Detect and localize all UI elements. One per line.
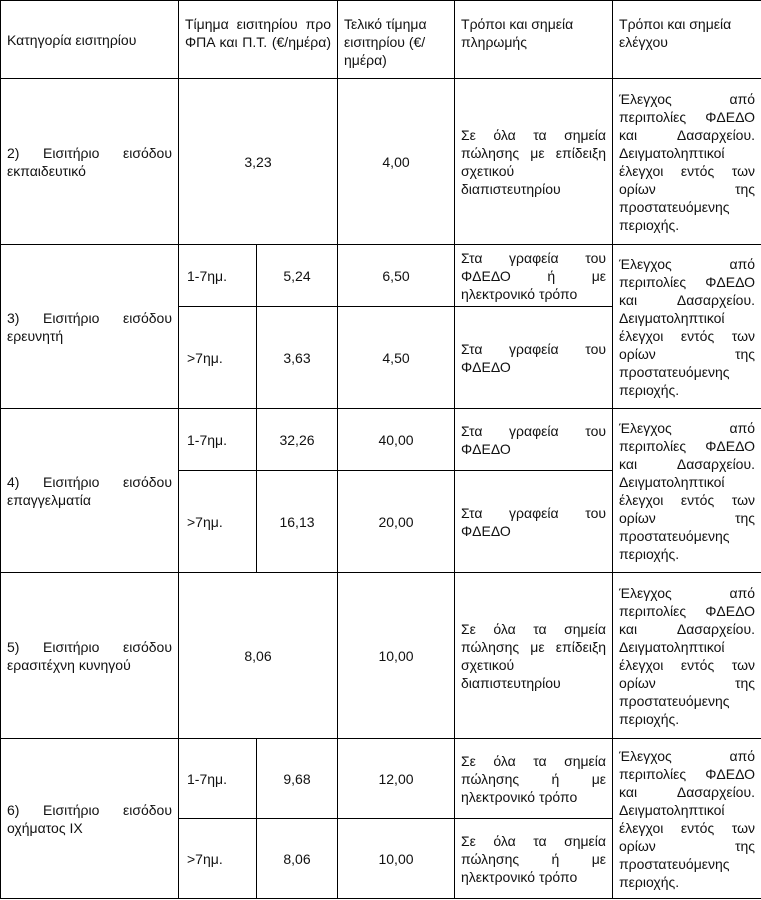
payment-cell: Σε όλα τα σημεία πώλησης ή με ηλεκτρονικό τρόπο xyxy=(455,819,613,899)
final-price-cell: 40,00 xyxy=(338,409,455,471)
payment-cell: Στα γραφεία του ΦΔΕΔΟ xyxy=(455,307,613,409)
control-cell: Έλεγχος από περιπολίες ΦΔΕΔΟ και Δασαρχείου. Δειγματοληπτικοί έλεγχοι εντός των ορίων της προστατευόμενης περιοχής. xyxy=(613,79,761,245)
header-control: Τρόποι και σημεία ελέγχου xyxy=(613,1,761,79)
price-cell: 3,23 xyxy=(179,79,338,245)
duration-cell: 1-7ημ. xyxy=(179,245,257,307)
category-cell: 6) Εισιτήριο εισόδου οχήματος ΙΧ xyxy=(1,739,179,899)
final-price-cell: 10,00 xyxy=(338,573,455,739)
category-cell: 4) Εισιτήριο εισόδου επαγγελματία xyxy=(1,409,179,573)
price-cell: 32,26 xyxy=(257,409,338,471)
duration-cell: >7ημ. xyxy=(179,819,257,899)
duration-cell: 1-7ημ. xyxy=(179,409,257,471)
control-cell: Έλεγχος από περιπολίες ΦΔΕΔΟ και Δασαρχείου. Δειγματοληπτικοί έλεγχοι εντός των ορίων της προστατευόμενης περιοχής. xyxy=(613,739,761,899)
table-row xyxy=(1,245,761,307)
duration-cell: 1-7ημ. xyxy=(179,739,257,819)
header-category: Κατηγορία εισιτηρίου xyxy=(1,1,179,79)
duration-cell: >7ημ. xyxy=(179,471,257,573)
price-cell: 5,24 xyxy=(257,245,338,307)
payment-cell: Στα γραφεία του ΦΔΕΔΟ xyxy=(455,471,613,573)
final-price-cell: 12,00 xyxy=(338,739,455,819)
table-row xyxy=(1,409,761,471)
header-row xyxy=(1,1,761,79)
control-cell: Έλεγχος από περιπολίες ΦΔΕΔΟ και Δασαρχείου. Δειγματοληπτικοί έλεγχοι εντός των ορίων της προστατευόμενης περιοχής. xyxy=(613,245,761,409)
final-price-cell: 20,00 xyxy=(338,471,455,573)
final-price-cell: 6,50 xyxy=(338,245,455,307)
price-cell: 16,13 xyxy=(257,471,338,573)
control-cell: Έλεγχος από περιπολίες ΦΔΕΔΟ και Δασαρχείου. Δειγματοληπτικοί έλεγχοι εντός των ορίων της προστατευόμενης περιοχής. xyxy=(613,573,761,739)
table-row xyxy=(1,573,761,739)
price-cell: 3,63 xyxy=(257,307,338,409)
final-price-cell: 4,50 xyxy=(338,307,455,409)
payment-cell: Σε όλα τα σημεία πώλησης με επίδειξη σχετικού διαπιστευτηρίου xyxy=(455,79,613,245)
header-payment: Τρόποι και σημεία πληρωμής xyxy=(455,1,613,79)
duration-cell: >7ημ. xyxy=(179,307,257,409)
payment-cell: Σε όλα τα σημεία πώλησης με επίδειξη σχετικού διαπιστευτηρίου xyxy=(455,573,613,739)
category-cell: 5) Εισιτήριο εισόδου ερασιτέχνη κυνηγού xyxy=(1,573,179,739)
final-price-cell: 10,00 xyxy=(338,819,455,899)
price-cell: 8,06 xyxy=(179,573,338,739)
header-final-price: Τελικό τίμημα εισιτηρίου (€/ημέρα) xyxy=(338,1,455,79)
price-cell: 9,68 xyxy=(257,739,338,819)
final-price-cell: 4,00 xyxy=(338,79,455,245)
table-row xyxy=(1,739,761,819)
payment-cell: Στα γραφεία του ΦΔΕΔΟ xyxy=(455,409,613,471)
price-cell: 8,06 xyxy=(257,819,338,899)
payment-cell: Στα γραφεία του ΦΔΕΔΟ ή με ηλεκτρονικό τρόπο xyxy=(455,245,613,307)
control-cell: Έλεγχος από περιπολίες ΦΔΕΔΟ και Δασαρχείου. Δειγματοληπτικοί έλεγχοι εντός των ορίων της προστατευόμενης περιοχής. xyxy=(613,409,761,573)
payment-cell: Σε όλα τα σημεία πώλησης ή με ηλεκτρονικό τρόπο xyxy=(455,739,613,819)
category-cell: 3) Εισιτήριο εισόδου ερευνητή xyxy=(1,245,179,409)
table-row xyxy=(1,79,761,245)
category-cell: 2) Εισιτήριο εισόδου εκπαιδευτικό xyxy=(1,79,179,245)
header-price-pre-vat: Τίμημα εισιτηρίου προ ΦΠΑ και Π.Τ. (€/ημέρα) xyxy=(179,1,338,79)
